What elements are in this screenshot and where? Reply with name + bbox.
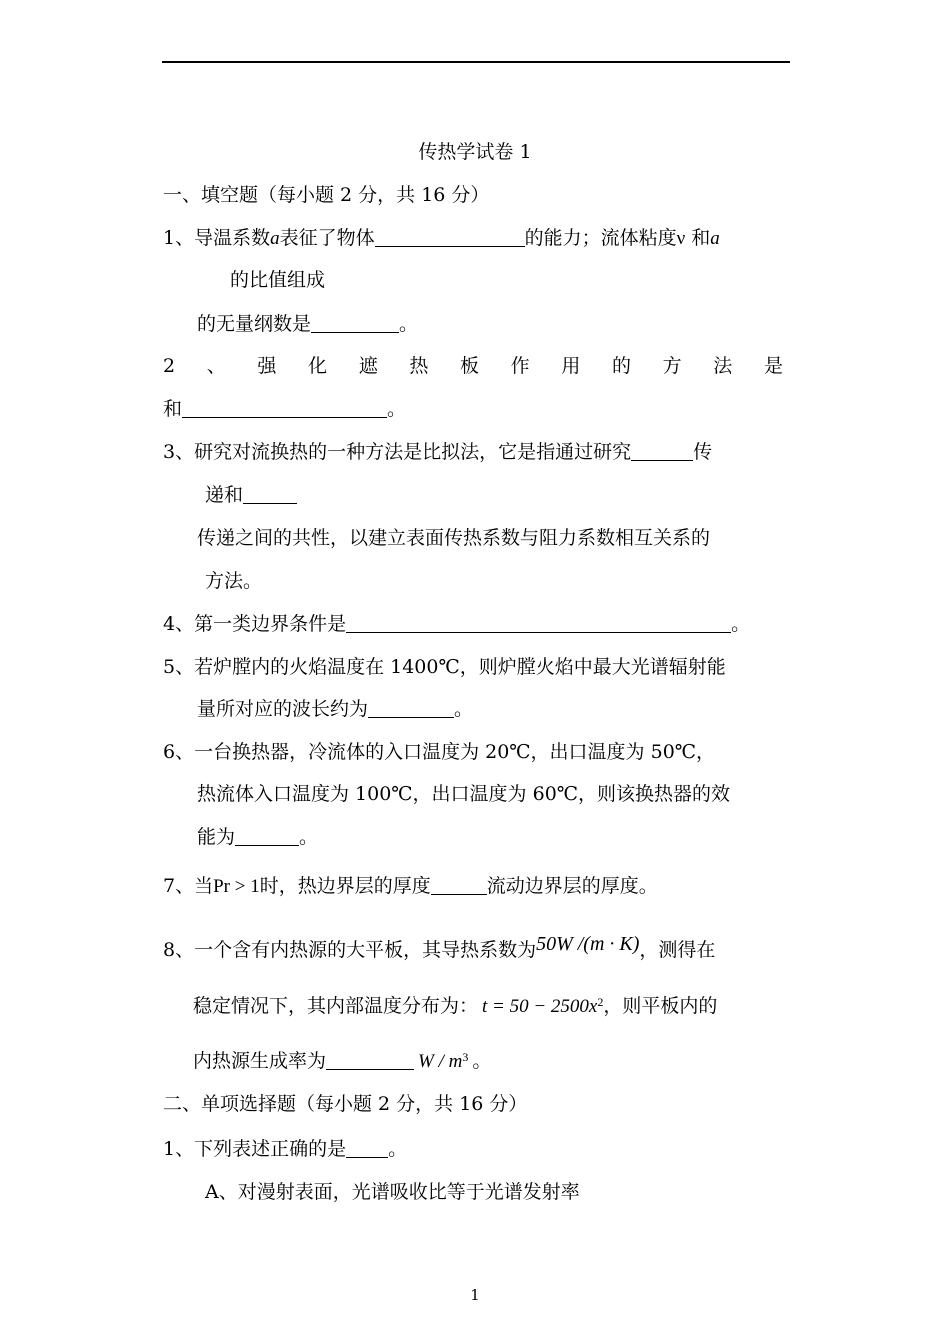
question-8-line-1: 8、一个含有内热源的大平板，其导热系数为50W /(m · K)，测得在 xyxy=(163,933,716,961)
section2-header: 二、单项选择题（每小题 2 分，共 16 分） xyxy=(163,1093,528,1115)
question-8-line-2: 稳定情况下，其内部温度分布为： $t = 50 - 2500x^2$，则平板内的 xyxy=(193,995,718,1017)
question-3-line-1: 3、研究对流换热的一种方法是比拟法，它是指通过研究 传 xyxy=(163,441,713,463)
question-3-line-4: 方法。 xyxy=(205,570,263,592)
answer-blank-s2q1[interactable] xyxy=(346,1139,388,1158)
answer-blank-5[interactable] xyxy=(368,699,454,718)
question-1-line-3: 的无量纲数是 。 xyxy=(197,313,419,335)
answer-blank-4[interactable] xyxy=(346,614,731,633)
question-1-line-1: 1、导温系数a表征了物体 的能力；流体粘度ν 和a xyxy=(163,227,720,249)
question-2-line-2: 和 。 xyxy=(163,398,407,420)
question-2-line-1: 2 、 强 化 遮 热 板 作 用 的 方 法 是 xyxy=(163,355,783,377)
section1-header: 一、填空题（每小题 2 分，共 16 分） xyxy=(163,184,490,206)
question-6-line-3: 能为 。 xyxy=(197,826,319,848)
header-rule xyxy=(162,61,790,63)
page-number: 1 xyxy=(470,1286,480,1304)
question-3-line-2: 递和 xyxy=(205,483,297,507)
answer-blank-3a[interactable] xyxy=(631,442,693,461)
conductivity-formula: 50W /(m · K) xyxy=(536,933,640,955)
question-4: 4、第一类边界条件是 。 xyxy=(163,613,751,635)
section2-question-1: 1、下列表述正确的是 。 xyxy=(163,1138,408,1160)
question-3-line-3: 传递之间的共性，以建立表面传热系数与阻力系数相互关系的 xyxy=(197,527,711,549)
unit-formula: W / m xyxy=(418,1051,463,1072)
page-title: 传热学试卷 1 xyxy=(418,141,532,163)
answer-blank-2[interactable] xyxy=(182,399,387,418)
answer-blank-3b[interactable] xyxy=(243,485,297,504)
question-6-line-2: 热流体入口温度为 100℃，出口温度为 60℃，则该换热器的效 xyxy=(197,783,731,805)
temperature-formula: t = 50 − 2500x xyxy=(482,996,598,1017)
question-1-line-2: 的比值组成 xyxy=(230,269,326,291)
question-6-line-1: 6、一台换热器，冷流体的入口温度为 20℃，出口温度为 50℃， xyxy=(163,741,716,763)
answer-blank-7[interactable] xyxy=(431,876,487,895)
question-7: 7、当Pr > 1时，热边界层的厚度 流动边界层的厚度。 xyxy=(163,875,658,897)
question-5-line-2: 量所对应的波长约为 。 xyxy=(197,698,474,720)
question-8-line-3: 内热源生成率为 W / $m^3$ 。 xyxy=(193,1050,492,1072)
question-5-line-1: 5、若炉膛内的火焰温度在 1400℃，则炉膛火焰中最大光谱辐射能 xyxy=(163,656,726,678)
answer-blank-6[interactable] xyxy=(235,827,299,846)
section2-option-a[interactable]: A、对漫射表面，光谱吸收比等于光谱发射率 xyxy=(205,1181,580,1203)
answer-blank-8[interactable] xyxy=(326,1051,414,1070)
answer-blank-1b[interactable] xyxy=(311,314,399,333)
answer-blank-1a[interactable] xyxy=(375,228,525,247)
